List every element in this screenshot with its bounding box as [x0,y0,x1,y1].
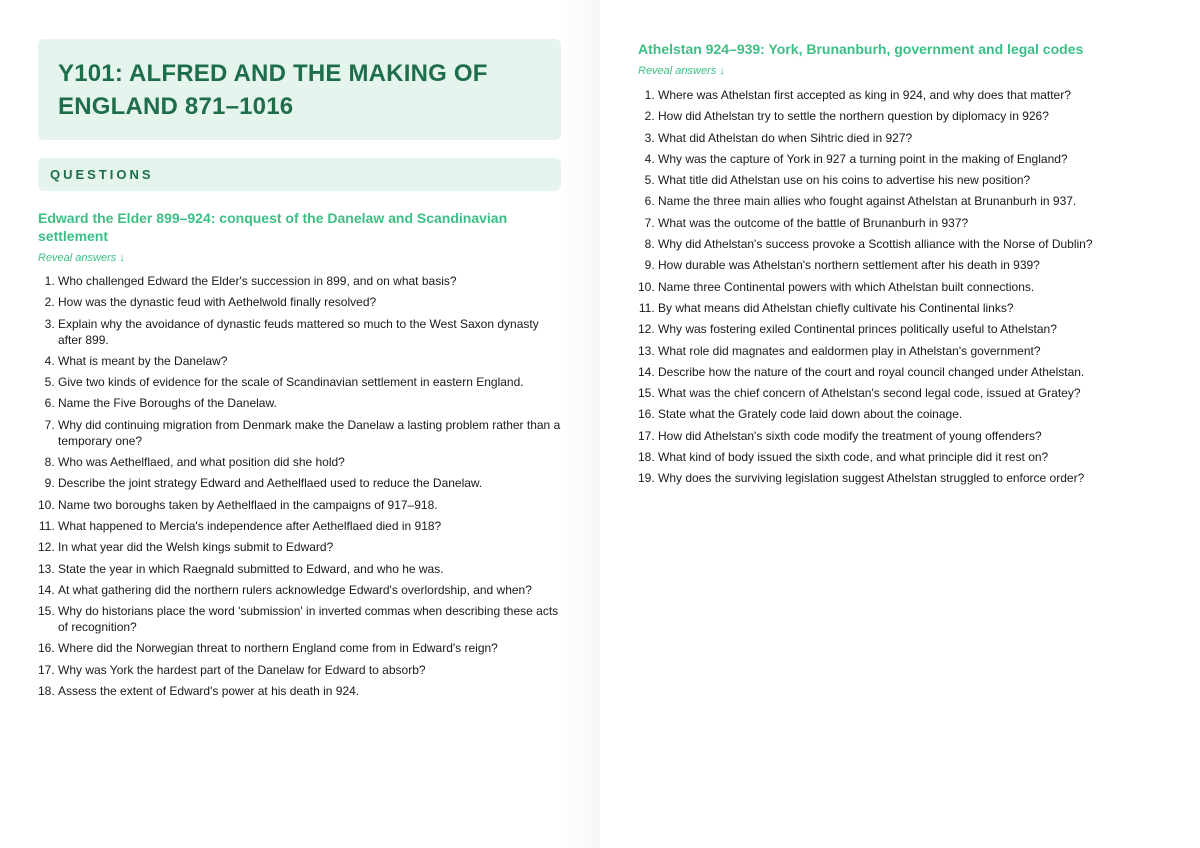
questions-header [38,158,561,191]
question-item: 17. Why was York the hardest part of the Danelaw for Edward to absorb? [58,662,562,678]
question-item: 13. State the year in which Raegnald submitted to Edward, and who he was. [58,561,562,577]
question-item: 15. Why do historians place the word 'submission' in inverted commas when describing these acts of recognition? [58,603,562,635]
question-item: 14. At what gathering did the northern rulers acknowledge Edward's overlordship, and when? [58,582,562,598]
right-page [600,0,1200,848]
question-item: 3. Explain why the avoidance of dynastic feuds mattered so much to the West Saxon dynasty after 899. [58,316,562,348]
question-item: 7. Why did continuing migration from Denmark make the Danelaw a lasting problem rather than a temporary one? [58,417,562,449]
question-item: 5. What title did Athelstan use on his coins to advertise his new position? [658,172,1160,188]
question-item: 2. How was the dynastic feud with Aethelwold finally resolved? [58,294,562,310]
question-item: 14. Describe how the nature of the court and royal council changed under Athelstan. [658,364,1160,380]
question-item: 5. Give two kinds of evidence for the scale of Scandinavian settlement in eastern England. [58,374,562,390]
question-item: 11. By what means did Athelstan chiefly cultivate his Continental links? [658,300,1160,316]
questions-label: QUESTIONS [50,167,154,182]
question-item: 4. Why was the capture of York in 927 a turning point in the making of England? [658,151,1160,167]
question-item: 3. What did Athelstan do when Sihtric died in 927? [658,130,1160,146]
question-item: 9. Describe the joint strategy Edward and Aethelflaed used to reduce the Danelaw. [58,475,562,491]
question-item: 2. How did Athelstan try to settle the northern question by diplomacy in 926? [658,108,1160,124]
question-item: 7. What was the outcome of the battle of Brunanburh in 937? [658,215,1160,231]
reveal-answers-link[interactable]: Reveal answers ↓ [38,252,125,264]
question-item: 16. Where did the Norwegian threat to northern England come from in Edward's reign? [58,640,562,656]
section-athelstan [638,40,1160,486]
question-item: 4. What is meant by the Danelaw? [58,353,562,369]
title-box [38,39,561,140]
document-title: Y101: ALFRED AND THE MAKING OF ENGLAND 871–1016 [58,60,488,120]
question-item: 8. Why did Athelstan's success provoke a Scottish alliance with the Norse of Dublin? [658,236,1160,252]
question-item: 1. Who challenged Edward the Elder's succession in 899, and on what basis? [58,273,562,289]
question-item: 19. Why does the surviving legislation suggest Athelstan struggled to enforce order? [658,470,1160,486]
section-heading: Athelstan 924–939: York, Brunanburh, government and legal codes [638,41,1084,57]
question-item: 11. What happened to Mercia's independence after Aethelflaed died in 918? [58,518,562,534]
question-item: 12. In what year did the Welsh kings submit to Edward? [58,539,562,555]
question-item: 15. What was the chief concern of Athelstan's second legal code, issued at Gratey? [658,385,1160,401]
question-item: 6. Name the three main allies who fought against Athelstan at Brunanburh in 937. [658,193,1160,209]
question-item: 18. Assess the extent of Edward's power at his death in 924. [58,683,562,699]
reveal-answers-link[interactable]: Reveal answers ↓ [638,65,725,77]
question-item: 6. Name the Five Boroughs of the Danelaw. [58,395,562,411]
question-item: 17. How did Athelstan's sixth code modify the treatment of young offenders? [658,428,1160,444]
section-heading: Edward the Elder 899–924: conquest of the Danelaw and Scandinavian settlement [38,210,508,244]
question-item: 18. What kind of body issued the sixth code, and what principle did it rest on? [658,449,1160,465]
question-item: 10. Name three Continental powers with which Athelstan built connections. [658,279,1160,295]
question-item: 16. State what the Grately code laid down about the coinage. [658,406,1160,422]
section-edward [38,209,562,699]
question-item: 10. Name two boroughs taken by Aethelflaed in the campaigns of 917–918. [58,497,562,513]
question-item: 1. Where was Athelstan first accepted as king in 924, and why does that matter? [658,87,1160,103]
question-item: 8. Who was Aethelflaed, and what position did she hold? [58,454,562,470]
question-list [638,87,1160,486]
question-item: 9. How durable was Athelstan's northern settlement after his death in 939? [658,257,1160,273]
question-list [38,273,562,699]
question-item: 13. What role did magnates and ealdormen play in Athelstan's government? [658,343,1160,359]
question-item: 12. Why was fostering exiled Continental princes politically useful to Athelstan? [658,321,1160,337]
